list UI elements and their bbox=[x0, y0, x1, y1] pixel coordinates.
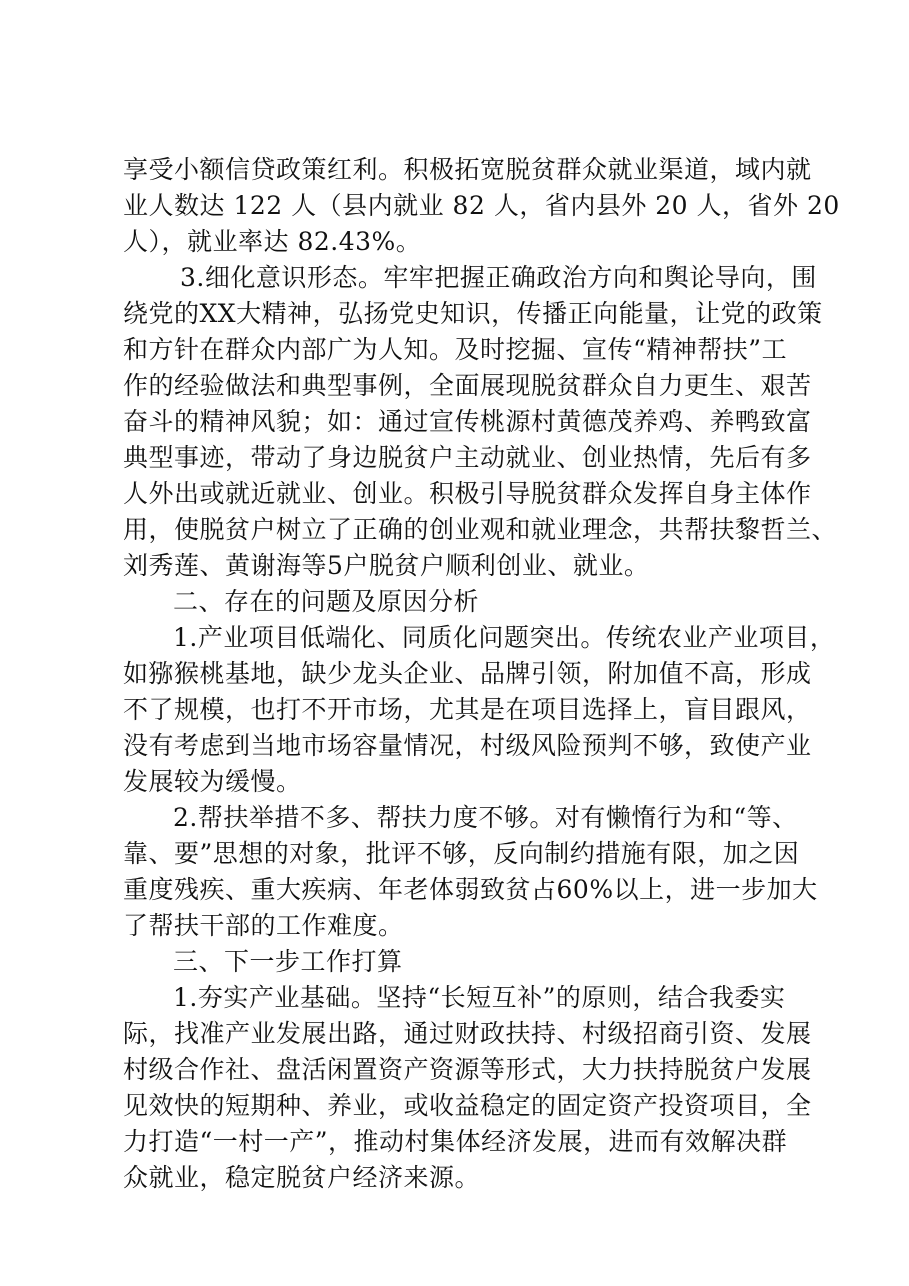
text-line: 众就业，稳定脱贫户经济来源。 bbox=[123, 1163, 481, 1192]
text-line: 业人数达 122 人（县内就业 82 人，省内县外 20 人，省外 20 bbox=[123, 191, 840, 220]
text-line: 靠、要”思想的对象，批评不够，反向制约措施有限，加之因 bbox=[123, 839, 800, 868]
paragraph-first-line: 3.细化意识形态。牢牢把握正确政治方向和舆论导向，围 bbox=[180, 263, 817, 292]
text-line: 人外出或就近就业、创业。积极引导脱贫群众发挥自身主体作 bbox=[123, 479, 812, 508]
text-line: 力打造“一村一产”，推动村集体经济发展，进而有效解决群 bbox=[123, 1127, 788, 1156]
paragraph-first-line: 2.帮扶举措不多、帮扶力度不够。对有懒惰行为和“等、 bbox=[173, 803, 798, 832]
text-line: 典型事迹，带动了身边脱贫户主动就业、创业热情，先后有多 bbox=[123, 443, 812, 472]
text-line: 不了规模，也打不开市场，尤其是在项目选择上，盲目跟风， bbox=[123, 695, 812, 724]
text-line: 作的经验做法和典型事例，全面展现脱贫群众自力更生、艰苦 bbox=[123, 371, 812, 400]
text-line: 见效快的短期种、养业，或收益稳定的固定资产投资项目，全 bbox=[123, 1091, 812, 1120]
text-line: 刘秀莲、黄谢海等5户脱贫户顺利创业、就业。 bbox=[123, 551, 650, 580]
text-line: 村级合作社、盘活闲置资产资源等形式，大力扶持脱贫户发展 bbox=[123, 1055, 812, 1084]
text-line: 发展较为缓慢。 bbox=[123, 767, 302, 796]
text-line: 人），就业率达 82.43%。 bbox=[123, 227, 422, 256]
text-line: 重度残疾、重大疾病、年老体弱致贫占60%以上，进一步加大 bbox=[123, 875, 818, 904]
text-line: 如猕猴桃基地，缺少龙头企业、品牌引领，附加值不高，形成 bbox=[123, 659, 812, 688]
text-line: 奋斗的精神风貌；如：通过宣传桃源村黄德茂养鸡、养鸭致富 bbox=[123, 407, 812, 436]
text-line: 没有考虑到当地市场容量情况，村级风险预判不够，致使产业 bbox=[123, 731, 812, 760]
paragraph-first-line: 1.夯实产业基础。坚持“长短互补”的原则，结合我委实 bbox=[173, 983, 786, 1012]
section-heading: 二、存在的问题及原因分析 bbox=[173, 587, 480, 616]
text-line: 了帮扶干部的工作难度。 bbox=[123, 911, 404, 940]
paragraph-first-line: 1.产业项目低端化、同质化问题突出。传统农业产业项目， bbox=[173, 623, 836, 652]
text-line: 享受小额信贷政策红利。积极拓宽脱贫群众就业渠道，域内就 bbox=[123, 155, 812, 184]
text-line: 和方针在群众内部广为人知。及时挖掘、宣传“精神帮扶”工 bbox=[123, 335, 788, 364]
text-line: 绕党的XX大精神，弘扬党史知识，传播正向能量，让党的政策 bbox=[123, 299, 823, 328]
text-line: 用，使脱贫户树立了正确的创业观和就业理念，共帮扶黎哲兰、 bbox=[123, 515, 838, 544]
text-line: 际，找准产业发展出路，通过财政扶持、村级招商引资、发展 bbox=[123, 1019, 812, 1048]
section-heading: 三、下一步工作打算 bbox=[173, 947, 403, 976]
